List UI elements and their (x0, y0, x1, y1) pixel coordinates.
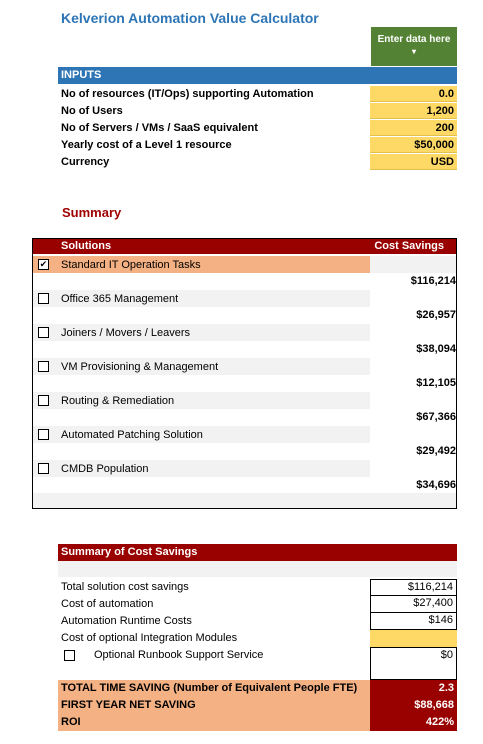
enter-data-label: Enter data here (377, 34, 451, 45)
first-year-net-saving-row (58, 697, 457, 714)
roi-row (58, 714, 457, 731)
solutions-header (33, 239, 456, 254)
cost-row-runbook (58, 647, 457, 664)
page-title: Kelverion Automation Value Calculator (61, 10, 319, 26)
cost-value: $116,214 (370, 579, 457, 596)
input-row-resources (58, 86, 457, 103)
total-label: TOTAL TIME SAVING (Number of Equivalent People FTE) (61, 682, 358, 694)
servers-input[interactable]: 200 (370, 120, 457, 136)
inputs-header: INPUTS (58, 67, 457, 84)
table-footer-band (33, 493, 456, 508)
cost-summary-spacer (58, 561, 457, 577)
solution-row (33, 358, 456, 375)
cost-value-blank (370, 663, 457, 680)
savings-column-header: Cost Savings (374, 240, 444, 252)
solution-checkbox[interactable] (38, 395, 49, 406)
solution-checkbox[interactable]: ✔ (39, 259, 48, 269)
cost-label: Optional Runbook Support Service (94, 649, 264, 661)
total-time-saving-row (58, 680, 457, 697)
cost-value: $146 (370, 613, 457, 630)
summary-title: Summary (62, 205, 122, 220)
input-label: No of Users (61, 105, 123, 117)
cost-summary-header: Summary of Cost Savings (58, 544, 457, 561)
solution-checkbox[interactable] (38, 463, 49, 474)
solution-name: VM Provisioning & Management (61, 361, 219, 373)
resources-input[interactable]: 0.0 (370, 86, 457, 102)
solution-row (33, 460, 456, 477)
integration-cost-input[interactable] (370, 630, 457, 647)
solution-row (33, 290, 456, 307)
total-value: 2.3 (370, 680, 457, 697)
solution-saving: $34,696 (416, 479, 456, 491)
input-label: No of Servers / VMs / SaaS equivalent (61, 122, 258, 134)
total-value: $88,668 (370, 697, 457, 714)
cost-label: Automation Runtime Costs (61, 615, 192, 627)
cost-label: Total solution cost savings (61, 581, 189, 593)
chevron-down-icon: ▾ (411, 47, 416, 56)
solution-checkbox[interactable] (38, 293, 49, 304)
solution-checkbox[interactable] (38, 361, 49, 372)
solution-name: CMDB Population (61, 463, 149, 475)
total-value: 422% (370, 714, 457, 731)
cost-label: Cost of optional Integration Modules (61, 632, 238, 644)
solution-name: Automated Patching Solution (61, 429, 203, 441)
cost-label: Cost of automation (61, 598, 154, 610)
solution-name: Standard IT Operation Tasks (61, 259, 201, 271)
input-label: Currency (61, 156, 110, 168)
input-label: Yearly cost of a Level 1 resource (61, 139, 232, 151)
cost-row-automation (58, 596, 457, 613)
input-row-servers (58, 120, 457, 137)
total-label: FIRST YEAR NET SAVING (61, 699, 196, 711)
currency-select[interactable]: USD (370, 154, 457, 170)
solutions-column-header: Solutions (61, 240, 112, 252)
solution-saving: $12,105 (416, 377, 456, 389)
solution-name: Office 365 Management (61, 293, 179, 305)
solution-saving: $26,957 (416, 309, 456, 321)
cost-row-total-solution (58, 579, 457, 596)
solution-saving: $116,214 (410, 275, 456, 287)
cost-row-blank (58, 663, 457, 680)
users-input[interactable]: 1,200 (370, 103, 457, 119)
solution-checkbox[interactable] (38, 327, 49, 338)
enter-data-button[interactable] (371, 27, 457, 66)
input-row-currency (58, 154, 457, 171)
input-label: No of resources (IT/Ops) supporting Automation (61, 88, 314, 100)
solution-row (33, 392, 456, 409)
cost-value: $27,400 (370, 596, 457, 613)
solution-row (33, 256, 456, 273)
cost-row-integration (58, 630, 457, 647)
solution-name: Routing & Remediation (61, 395, 175, 407)
solution-checkbox[interactable] (38, 429, 49, 440)
solution-saving: $38,094 (416, 343, 456, 355)
solution-row (33, 324, 456, 341)
cost-row-runtime (58, 613, 457, 630)
input-row-users (58, 103, 457, 120)
input-row-resource-cost (58, 137, 457, 154)
resource-cost-input[interactable]: $50,000 (370, 137, 457, 153)
runbook-checkbox[interactable] (64, 650, 75, 661)
total-label: ROI (61, 716, 81, 728)
solution-row (33, 426, 456, 443)
solution-name: Joiners / Movers / Leavers (61, 327, 190, 339)
cost-value: $0 (370, 647, 457, 664)
solution-saving: $67,366 (416, 411, 456, 423)
solution-saving: $29,492 (416, 445, 456, 457)
